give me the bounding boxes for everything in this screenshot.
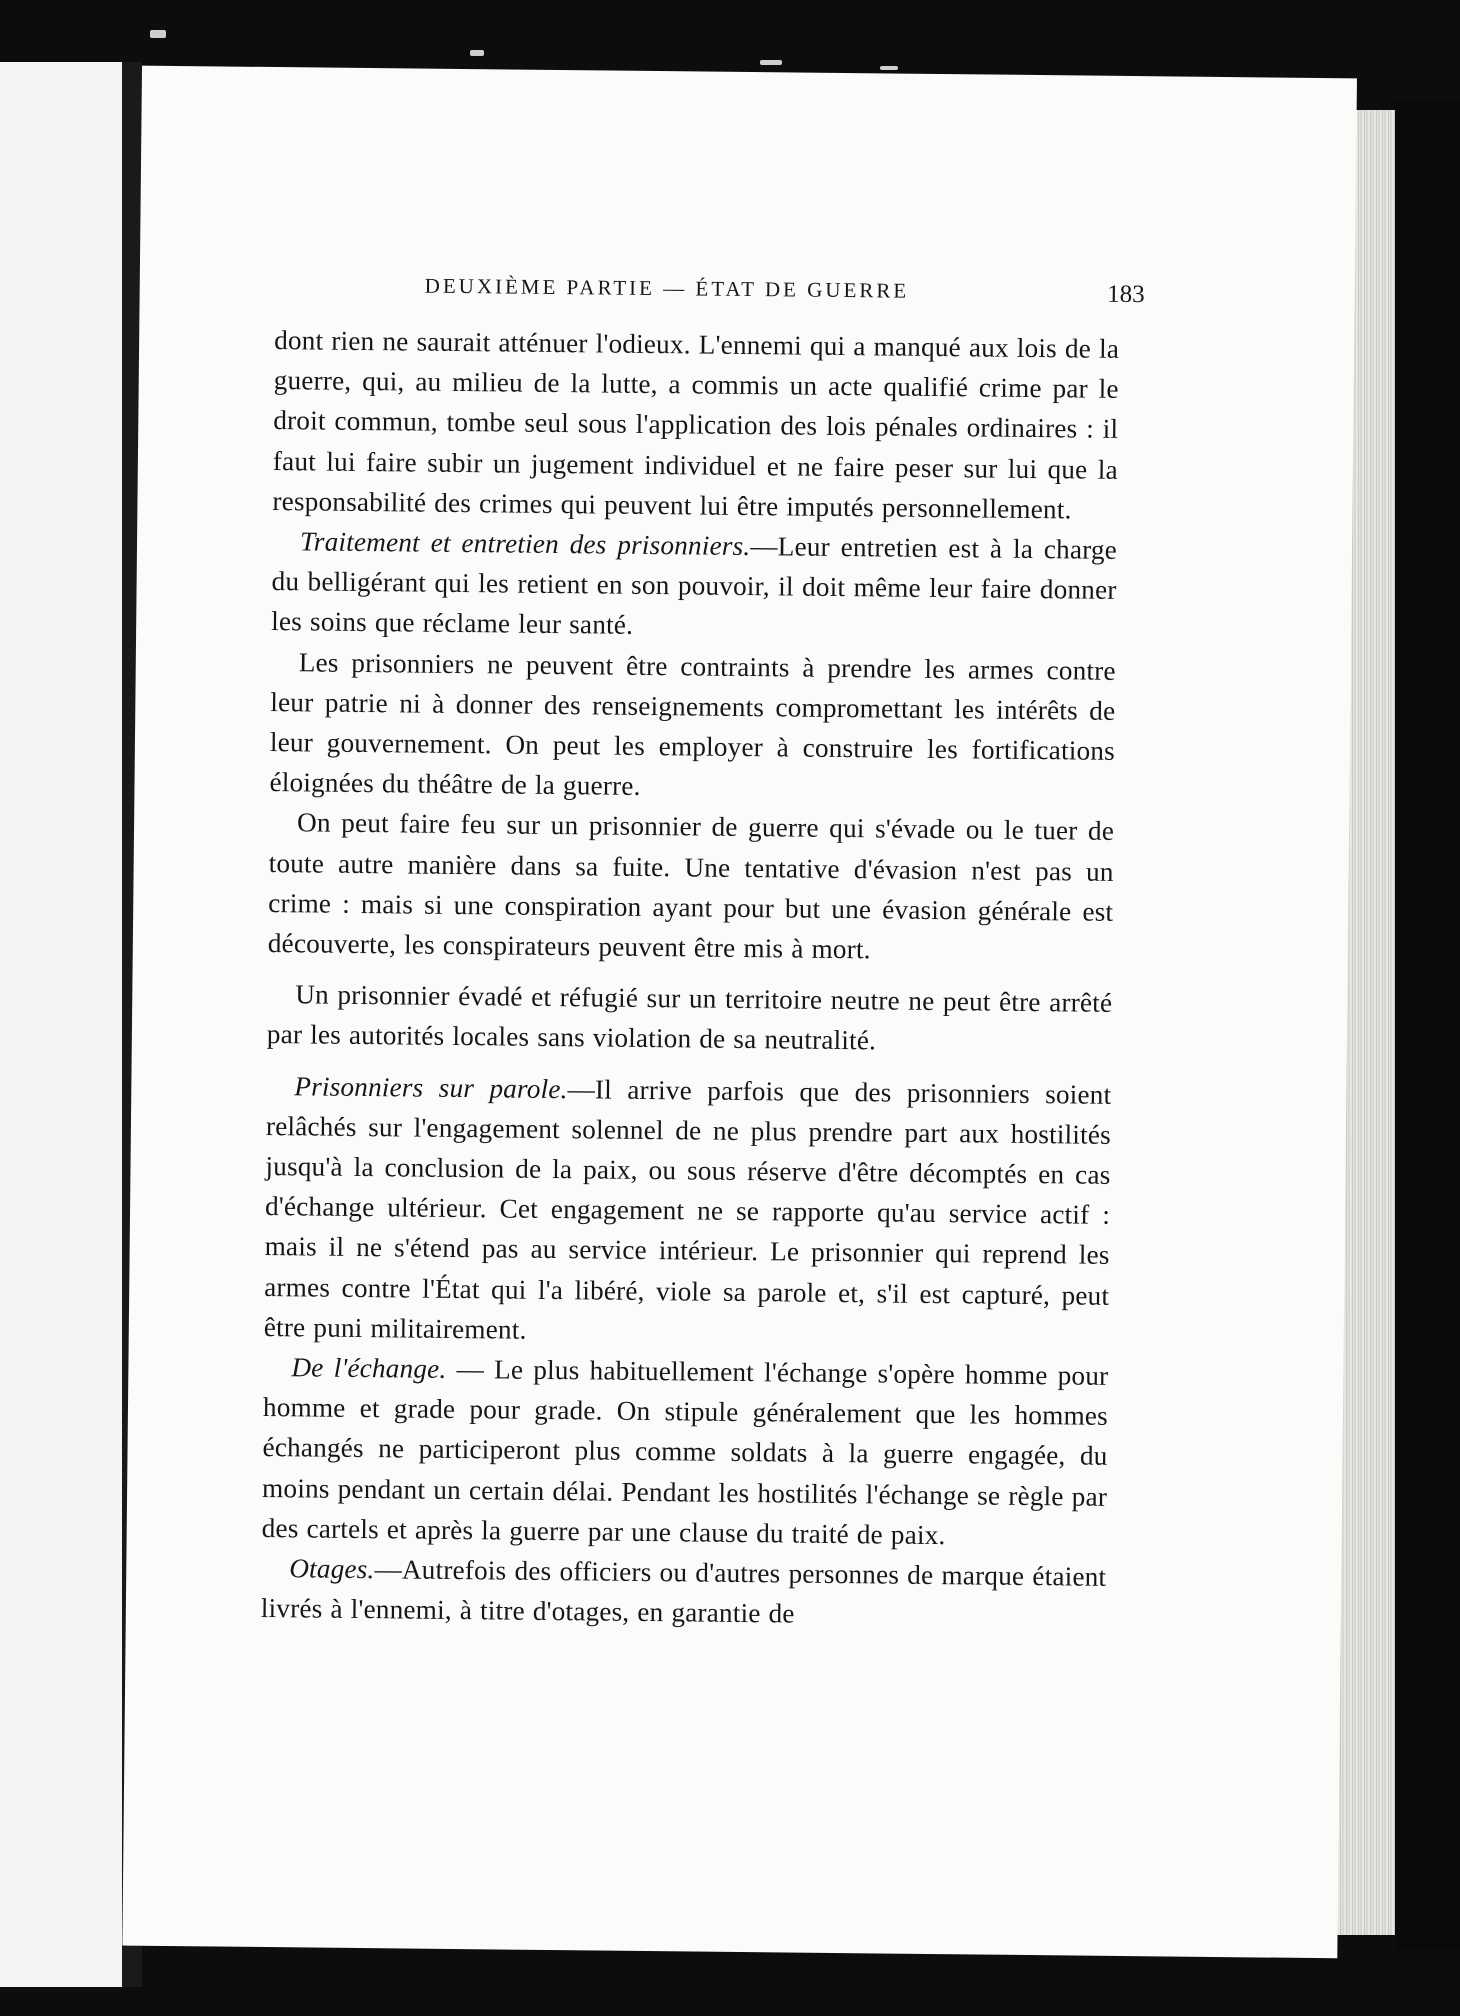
previous-page-edge <box>0 62 122 1987</box>
paragraph-text: Les prisonniers ne peuvent être contraints à prendre les armes contre leur patrie ni à donner des renseignements compromettant les intérêts de leur gouvernement. On peut les employer à construire les fortifications éloignées du théâtre de la guerre. <box>269 646 1116 802</box>
dust-speck <box>760 60 782 65</box>
background-shadow <box>1395 100 1460 1950</box>
paragraph <box>261 1548 1107 1637</box>
paragraph <box>262 1347 1109 1557</box>
running-title: DEUXIÈME PARTIE — ÉTAT DE GUERRE <box>424 273 910 303</box>
section-heading: Traitement et entretien des prisonniers. <box>299 526 751 562</box>
section-heading: Otages. <box>289 1553 375 1585</box>
paragraph <box>267 974 1113 1063</box>
book-page <box>122 66 1357 1959</box>
dust-speck <box>880 66 898 70</box>
paragraph-text: dont rien ne saurait atténuer l'odieux. L'ennemi qui a manqué aux lois de la guerre, qui, au milieu de la lutte, a commis un acte qualifié crime par le droit commun, tombe seul sous l'application des lois pénales ordinaires : il faut lui faire subir un jugement individuel et ne faire peser sur lui que la responsabilité des crimes qui peuvent lui être imputés personnellement. <box>272 325 1120 525</box>
dust-speck <box>150 30 166 38</box>
paragraph <box>264 1066 1112 1356</box>
paragraph-text: On peut faire feu sur un prisonnier de guerre qui s'évade ou le tuer de toute autre manière dans sa fuite. Une tentative d'évasion n'est pas un crime : mais si une conspiration ayant pour but une évasion générale est découverte, les conspirateurs peuvent être mis à mort. <box>267 807 1115 965</box>
running-head <box>274 272 1145 329</box>
dust-speck <box>470 50 484 56</box>
paragraph <box>269 642 1116 812</box>
paragraph <box>268 802 1115 972</box>
section-heading: Prisonniers sur parole. <box>294 1070 568 1104</box>
paragraph-text: —Il arrive parfois que des prisonniers soient relâchés sur l'engagement solennel de ne plus prendre part aux hostilités jusqu'à la conclusion de la paix, ou sous réserve d'être décomptés en cas d'échange ultérieur. Cet engagement ne se rapporte qu'au service actif : mais il ne s'étend pas au service intérieur. Le prisonnier qui reprend les armes contre l'État qui l'a libéré, viole sa parole et, s'il est capturé, peut être puni militairement. <box>263 1073 1112 1345</box>
section-heading: De l'échange. <box>291 1352 447 1384</box>
page-number: 183 <box>1107 280 1145 309</box>
paragraph <box>272 320 1119 530</box>
paragraph <box>271 521 1117 650</box>
paragraph-text: —Autrefois des officiers ou d'autres personnes de marque étaient livrés à l'ennemi, à titre d'otages, en garantie de <box>260 1554 1107 1629</box>
paragraph-text: — Le plus habituellement l'échange s'opère homme pour homme et grade pour grade. On stipule généralement que les hommes échangés ne participeront plus comme soldats à la guerre engagée, du moins pendant un certain délai. Pendant les hostilités l'échange se règle par des cartels et après la guerre par une clause du traité de paix. <box>261 1353 1109 1551</box>
page-text-block <box>260 272 1145 1637</box>
paragraph-text: Un prisonnier évadé et réfugié sur un territoire neutre ne peut être arrêté par les autorités locales sans violation de sa neutralité. <box>266 979 1113 1056</box>
paragraph-text: —Leur entretien est à la charge du belligérant qui les retient en son pouvoir, il doit même leur faire donner les soins que réclame leur santé. <box>271 531 1118 641</box>
